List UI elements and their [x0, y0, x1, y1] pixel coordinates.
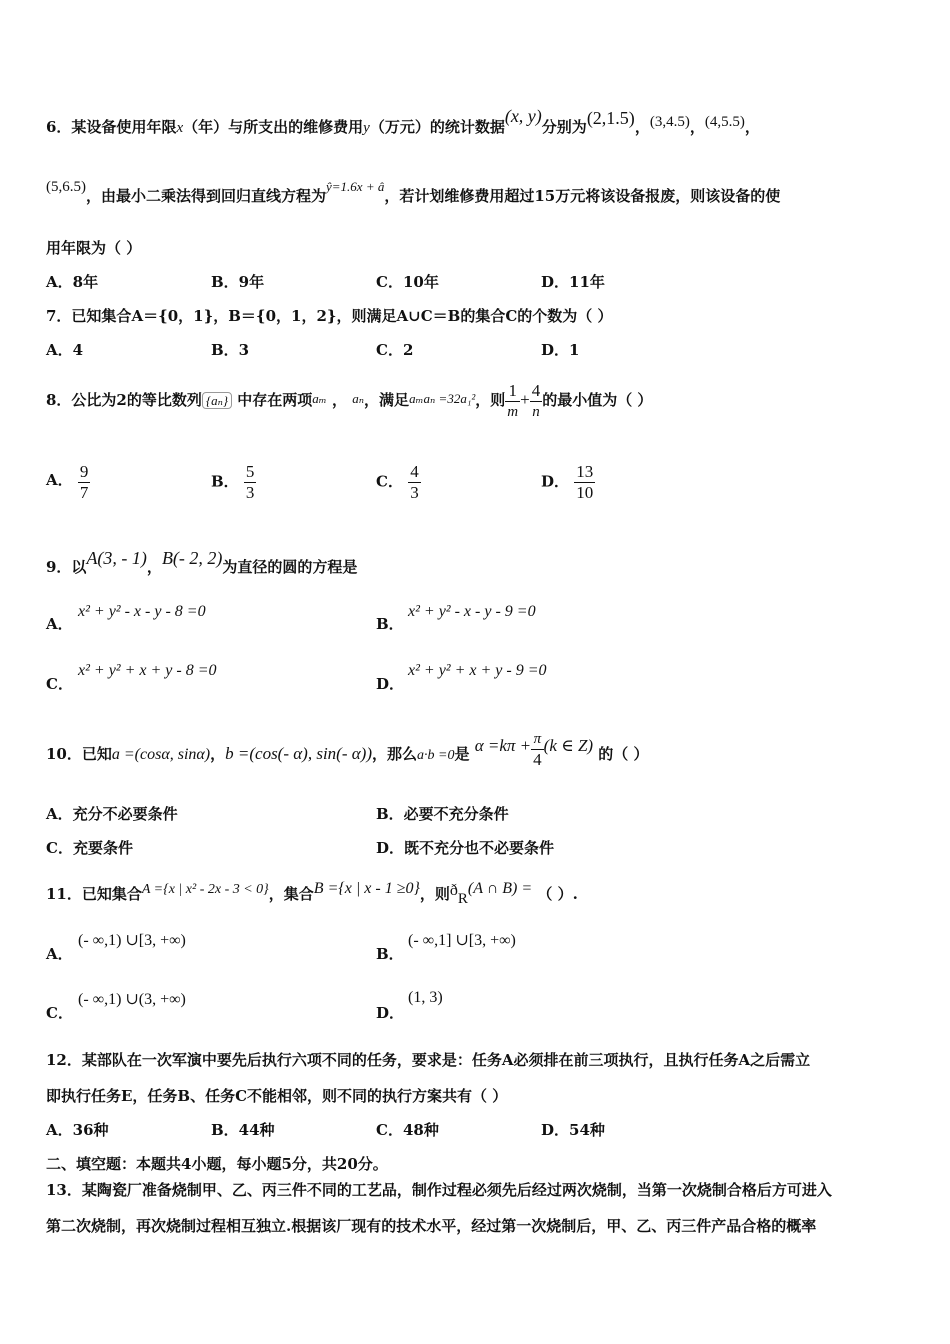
q6-point-4: (5,6.5)	[46, 179, 86, 195]
q8-option-d: D． $\frac{13}{10}$	[541, 462, 594, 502]
q6-text: 6．某设备使用年限	[46, 118, 177, 136]
q6-option-d: D．11年	[541, 273, 605, 291]
q10-k-in-z: (k ∈ Z)	[543, 736, 594, 755]
q6-text: （年）与所支出的维修费用	[183, 118, 364, 136]
q12-option-a: A．36种	[46, 1121, 109, 1139]
q11-text: ，则	[419, 885, 450, 903]
q9-text: 9．以	[46, 558, 87, 576]
q6-line2	[46, 179, 781, 207]
q11-label-c: C．	[46, 1004, 73, 1022]
q8-text: ，满足	[364, 391, 410, 409]
q9-label-c: C．	[46, 675, 73, 693]
q6-text: 分别为	[541, 118, 587, 136]
q13-line1: 13．某陶瓷厂准备烧制甲、乙、丙三件不同的工艺品，制作过程必须先后经过两次烧制，当第一次烧制合格后方可进入	[46, 1181, 832, 1199]
q10-vector-a: a =(cosα, sinα)	[111, 746, 211, 763]
q11-set-a: A ={x | x² - 2x - 3 < 0}	[141, 882, 269, 897]
q9-formula-c: x² + y² + x + y - 8 =0	[78, 662, 217, 679]
q10-text: 是	[454, 745, 470, 763]
q13-line2: 第二次烧制，再次烧制过程相互独立.根据该厂现有的技术水平，经过第一次烧制后，甲、乙、丙三件产品合格的概率	[46, 1217, 817, 1235]
q8-stem: 8．公比为2的等比数列 {aₙ} 中存在两项aₘ ， aₙ，满足aₘaₙ =32a₁²，则 $\frac{1}{m}$ + $\frac{4}{n}$ 的最小值为（ ）	[46, 380, 653, 420]
q11-text: ，集合	[268, 885, 314, 903]
q8-am: aₘ	[312, 391, 327, 406]
q10-vector-b: b =(cos(- α), sin(- α))	[225, 744, 372, 763]
q9-label-b: B．	[376, 615, 404, 633]
q9-formula-b: x² + y² - x - y - 9 =0	[408, 603, 536, 620]
var-y: y	[363, 120, 370, 136]
q9-text: 为直径的圆的方程是	[222, 558, 358, 576]
q10-alpha: α =kπ +	[474, 736, 532, 755]
q12-line1: 12．某部队在一次军演中要先后执行六项不同的任务，要求是：任务A必须排在前三项执行，且执行任务A之后需立	[46, 1051, 811, 1069]
q8-text: ，则	[475, 391, 506, 409]
q11-label-a: A．	[46, 945, 73, 963]
q10-option-b: B．必要不充分条件	[376, 805, 509, 823]
q8-text: 中存在两项	[237, 391, 313, 409]
q6-line1: 6．某设备使用年限x（年）与所支出的维修费用y（万元）的统计数据(x, y)分别为(2,1.5)，(3,4.5)，(4,5.5)，	[46, 106, 760, 136]
q10-option-d: D．既不充分也不必要条件	[376, 839, 555, 857]
q9-point-a: A(3, - 1)	[86, 548, 147, 568]
fraction-4-over-n: $\frac{4}{n}$	[531, 380, 541, 420]
q11-label-b: B．	[376, 945, 404, 963]
q6-point-1: (2,1.5)	[586, 108, 635, 128]
section-heading: 二、填空题：本题共4小题，每小题5分，共20分。	[46, 1155, 388, 1173]
q8-option-c: C． $\frac{4}{3}$	[376, 462, 419, 502]
q12-option-c: C．48种	[376, 1121, 439, 1139]
q7-option-b: B．3	[211, 341, 250, 359]
q9-label-a: A．	[46, 615, 73, 633]
q9-formula-d: x² + y² + x + y - 9 =0	[408, 662, 547, 679]
q11-text: （ ）.	[537, 885, 578, 903]
q7-option-a: A．4	[46, 341, 84, 359]
q8-sequence: {aₙ}	[202, 392, 232, 409]
q8-text: 8．公比为2的等比数列	[46, 391, 202, 409]
q6-option-b: B．9年	[211, 273, 265, 291]
q11-intersection: (A ∩ B) =	[467, 880, 533, 897]
q10-text: ，那么	[372, 745, 418, 763]
q6-line3: 用年限为（ ）	[46, 239, 142, 257]
var-x: x	[176, 120, 184, 136]
q11-text: 11．已知集合	[46, 885, 142, 903]
q10-option-a: A．充分不必要条件	[46, 805, 178, 823]
q11-set-b: B ={x | x - 1 ≥0}	[313, 880, 420, 897]
q12-option-d: D．54种	[541, 1121, 605, 1139]
q6-regression-eq: ŷ=1.6x + â	[326, 179, 385, 194]
q6-option-a: A．8年	[46, 273, 99, 291]
complement-symbol: ð	[449, 882, 458, 899]
q11-label-d: D．	[376, 1004, 405, 1022]
q6-point-2: (3,4.5)	[649, 114, 690, 130]
fraction-pi-over-4: $\frac{\pi}{4}$	[533, 730, 542, 769]
q9-point-b: B(- 2, 2)	[161, 548, 223, 568]
q10-option-c: C．充要条件	[46, 839, 133, 857]
q7-stem: 7．已知集合A＝{0，1}，B＝{0，1，2}，则满足A∪C＝B的集合C的个数为（ ）	[46, 307, 613, 325]
q8-condition: aₘaₙ =32a₁²	[409, 391, 476, 406]
q10-text: 的（ ）	[598, 745, 649, 763]
q11-stem: 11．已知集合A ={x | x² - 2x - 3 < 0}，集合B ={x | x - 1 ≥0}，则$ð_R(A$ ∩ B) = （ ）.	[46, 880, 578, 907]
q8-an: aₙ	[352, 391, 365, 406]
q11-formula-b: (- ∞,1] ∪[3, +∞)	[408, 932, 516, 949]
q11-formula-c: (- ∞,1) ∪(3, +∞)	[78, 991, 186, 1008]
fraction-1-over-m: $\frac{1}{m}$	[507, 380, 519, 420]
q7-option-c: C．2	[376, 341, 414, 359]
q9-stem: 9．以A(3, - 1)，B(- 2, 2)为直径的圆的方程是	[46, 548, 358, 576]
q9-label-d: D．	[376, 675, 405, 693]
q11-formula-d: (1, 3)	[408, 989, 443, 1006]
q12-option-b: B．44种	[211, 1121, 275, 1139]
q6-option-c: C．10年	[376, 273, 439, 291]
q6-text: （万元）的统计数据	[369, 118, 505, 136]
q8-option-b: B． $\frac{5}{3}$	[211, 462, 255, 502]
q6-point-3: (4,5.5)	[704, 114, 745, 130]
q12-line2: 即执行任务E，任务B、任务C不能相邻，则不同的执行方案共有（ ）	[46, 1087, 508, 1105]
q8-option-a: A． $\frac{9}{7}$	[46, 462, 89, 502]
q6-text: ，若计划维修费用超过15万元将该设备报废，则该设备的使	[384, 187, 781, 205]
q6-text: ，由最小二乘法得到回归直线方程为	[86, 187, 327, 205]
q10-dot-product: a·b =0	[417, 748, 455, 763]
q10-stem: 10．已知a =(cosα, sinα)，b =(cos(- α), sin(- α))，那么a·b =0是 α =kπ + $\frac{\pi}{4}$ (k ∈ Z) 的（ ）	[46, 730, 649, 769]
q11-formula-a: (- ∞,1) ∪[3, +∞)	[78, 932, 186, 949]
q6-pair: (x, y)	[504, 106, 542, 126]
q8-text: 的最小值为（ ）	[542, 391, 653, 409]
q9-formula-a: x² + y² - x - y - 8 =0	[78, 603, 206, 620]
q10-text: 10．已知	[46, 745, 112, 763]
q7-option-d: D．1	[541, 341, 580, 359]
